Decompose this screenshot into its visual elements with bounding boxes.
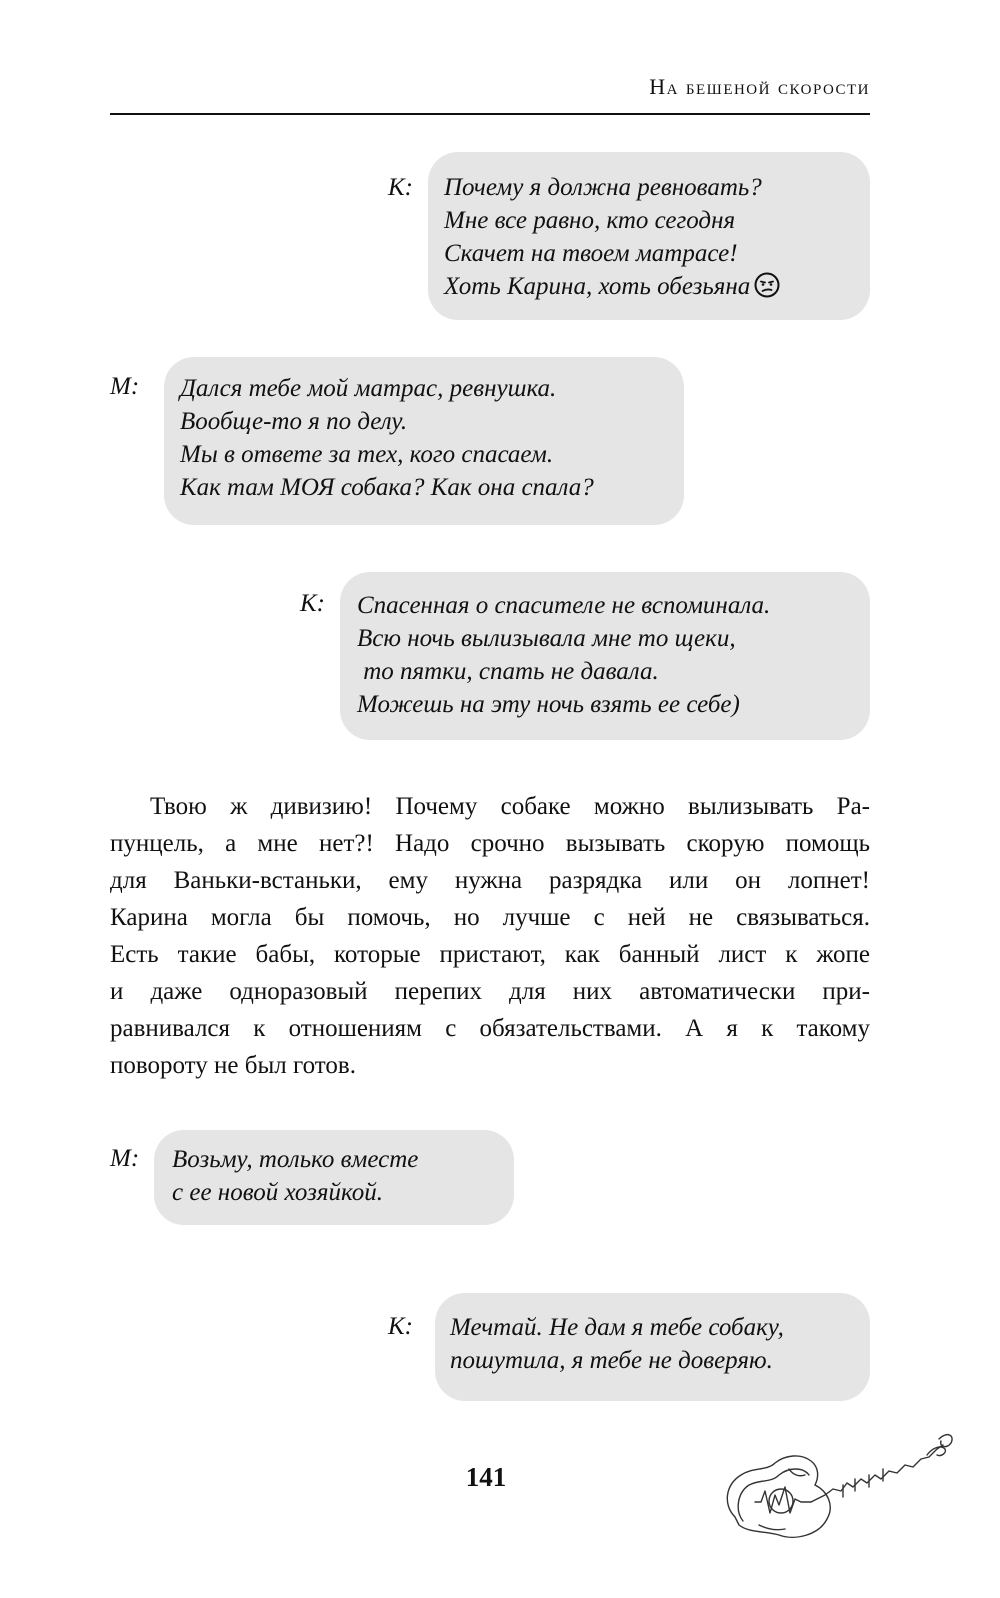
message-line: Вообще-то я по делу. — [180, 408, 408, 435]
message-line: Возьму, только вместе — [172, 1146, 419, 1173]
message-speaker-k: К: — [388, 1313, 413, 1340]
message-speaker-m: М: — [110, 1145, 140, 1172]
message-line: Спасенная о спасителе не вспоминала. — [357, 592, 771, 619]
message-bubble-m-1 — [164, 357, 684, 525]
header-divider — [110, 113, 870, 115]
message-line: Скачет на твоем матрасе! — [444, 240, 738, 267]
message-speaker-k: К: — [300, 590, 325, 617]
message-line: то пятки, спать не давала. — [357, 658, 659, 685]
message-line: Хоть Карина, хоть обезьяна — [444, 273, 751, 300]
narration-line: повороту не был готов. — [110, 1052, 356, 1079]
narration-line: равнивался к отношениям с обязательствами. А я к такому — [110, 1015, 870, 1042]
guitar-autograph-icon — [715, 1405, 960, 1555]
page-number: 141 — [465, 1462, 507, 1492]
message-bubble-m-2 — [154, 1130, 514, 1225]
running-header: На бешеной скорости — [649, 74, 870, 99]
message-line-with-emoji — [444, 270, 870, 303]
message-bubble-k-1 — [428, 152, 870, 320]
message-speaker-k: К: — [388, 174, 413, 201]
narration-line: для Ваньки-встаньки, ему нужна разрядка или он лопнет! — [110, 867, 870, 894]
message-line: Как там МОЯ собака? Как она спала? — [180, 474, 594, 501]
message-line: Мне все равно, кто сегодня — [444, 207, 736, 234]
message-line: Мечтай. Не дам я тебе собаку, — [450, 1314, 784, 1341]
narration-line: Есть такие бабы, которые пристают, как банный лист к жопе — [110, 941, 870, 968]
message-line: Можешь на эту ночь взять ее себе) — [357, 691, 740, 718]
message-bubble-k-2 — [340, 572, 870, 740]
narration-line: пунцель, а мне нет?! Надо срочно вызывать скорую помощь — [110, 830, 870, 857]
narration-line: Твою ж дивизию! Почему собаке можно вылизывать Ра- — [150, 793, 870, 820]
message-line: Мы в ответе за тех, кого спасаем. — [180, 441, 554, 468]
message-line: Почему я должна ревновать? — [444, 174, 762, 201]
narration-paragraph — [110, 788, 870, 1084]
message-bubble-k-3 — [435, 1293, 870, 1401]
message-line: Дался тебе мой матрас, ревнушка. — [180, 375, 557, 402]
message-line: с ее новой хозяйкой. — [172, 1179, 383, 1206]
message-line: Всю ночь вылизывала мне то щеки, — [357, 625, 736, 652]
narration-line: Карина могла бы помочь, но лучше с ней не связываться. — [110, 904, 870, 931]
unamused-face-icon — [754, 272, 780, 298]
message-line: пошутила, я тебе не доверяю. — [450, 1347, 773, 1374]
narration-line: и даже одноразовый перепих для них автоматически при- — [110, 978, 870, 1005]
message-speaker-m: М: — [110, 373, 140, 400]
